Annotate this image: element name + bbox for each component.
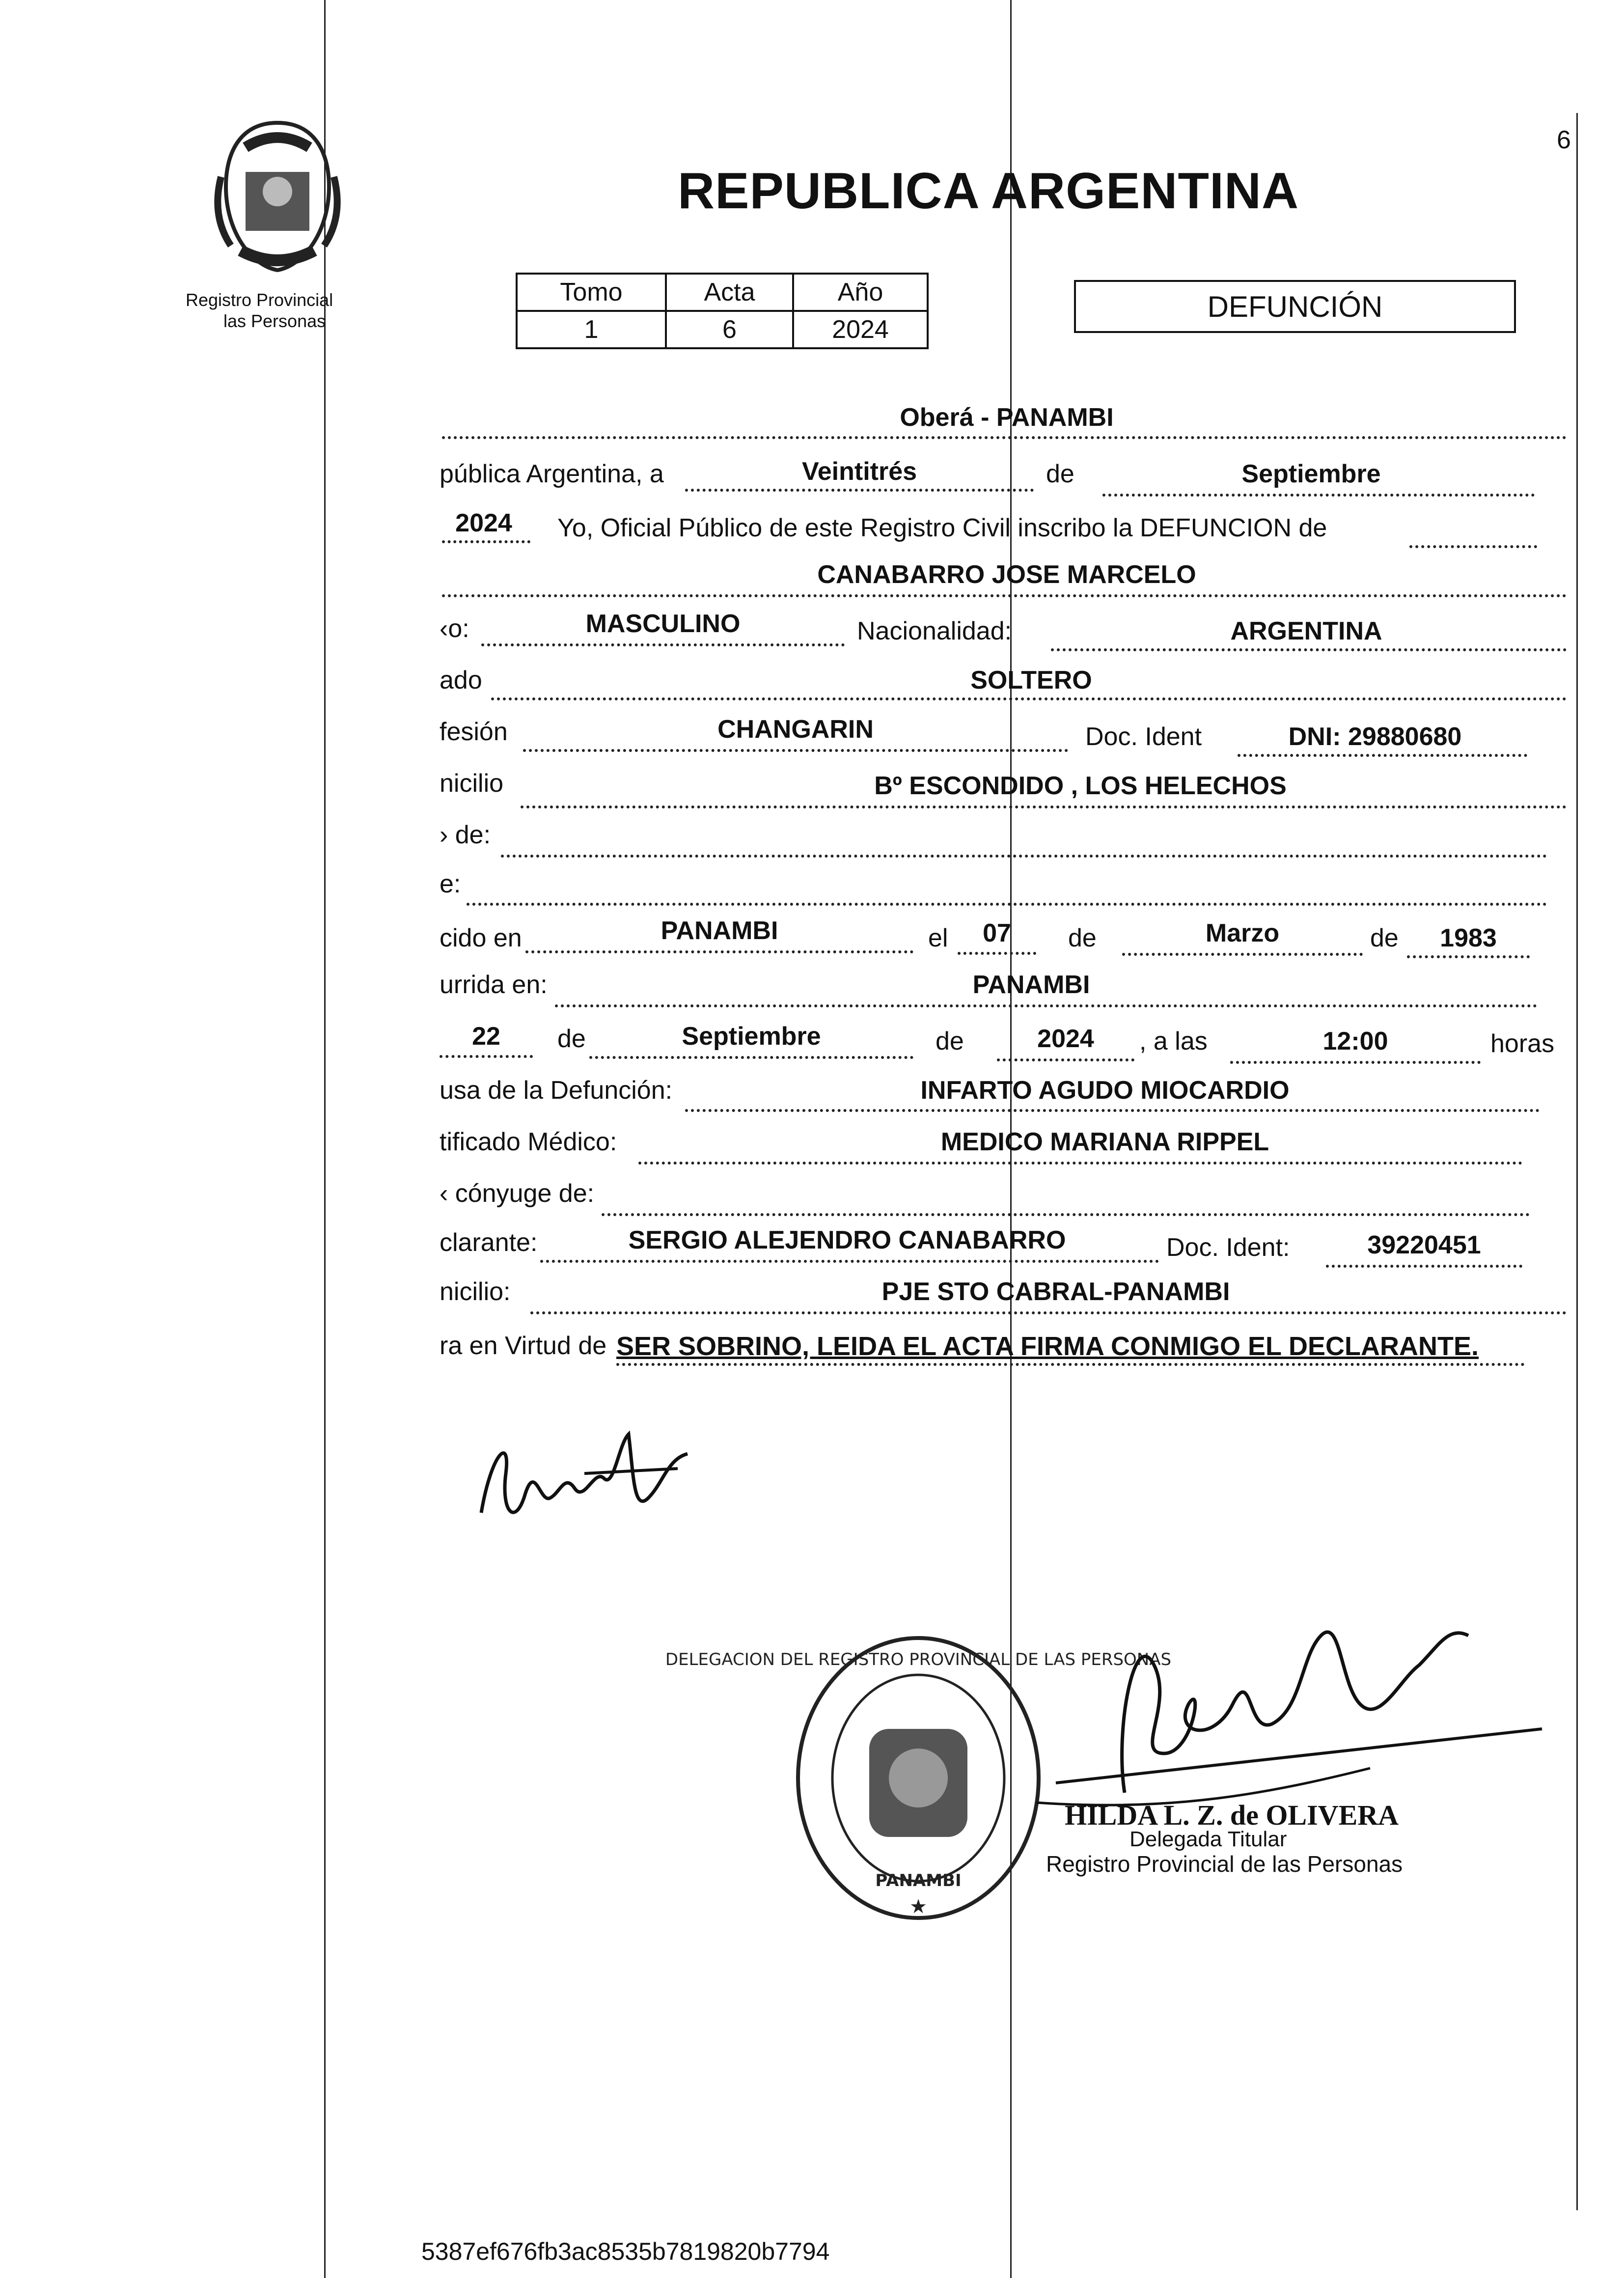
- domicile-underline: [521, 806, 1567, 808]
- intro-text: Yo, Oficial Público de este Registro Civil inscribo la DEFUNCION de: [557, 514, 1327, 542]
- province-emblem-icon: [211, 118, 344, 275]
- certificate-underline: [638, 1162, 1522, 1165]
- domicile-label: nicilio: [440, 769, 504, 798]
- born-el-label: el: [928, 924, 948, 952]
- stamp-ring-text: DELEGACION DEL REGISTRO PROVINCIAL DE LAS PERSONAS: [665, 1650, 1172, 1669]
- born-de1-label: de: [1068, 924, 1097, 952]
- death-alas-label: , a las: [1139, 1027, 1208, 1056]
- death-day-value: 22: [472, 1022, 500, 1051]
- occurred-label: urrida en:: [440, 971, 548, 999]
- death-month-underline: [589, 1056, 913, 1059]
- left-margin-line: [324, 0, 326, 2278]
- table-value-ano: 2024: [793, 311, 928, 348]
- svg-text:★: ★: [909, 1895, 927, 1918]
- domicile-value: Bº ESCONDIDO , LOS HELECHOS: [874, 772, 1287, 800]
- declarant-signature-icon: [471, 1415, 697, 1542]
- table-header-tomo: Tomo: [517, 274, 666, 311]
- domicile2-value: PJE STO CABRAL-PANAMBI: [881, 1278, 1230, 1306]
- profession-underline: [523, 749, 1068, 752]
- stamp-center-text: PANAMBI: [875, 1871, 962, 1890]
- day-words-underline: [685, 489, 1034, 492]
- occurred-value: PANAMBI: [972, 971, 1090, 999]
- domicile2-label: nicilio:: [440, 1278, 511, 1306]
- date-label: pública Argentina, a: [440, 460, 664, 488]
- declarant-doc-label: Doc. Ident:: [1166, 1233, 1290, 1262]
- born-month-underline: [1122, 953, 1363, 956]
- parent1-label: › de:: [440, 821, 491, 849]
- deceased-name-value: CANABARRO JOSE MARCELO: [817, 560, 1196, 589]
- document-hash: 5387ef676fb3ac8535b7819820b7794: [421, 2238, 830, 2265]
- month-value: Septiembre: [1241, 460, 1381, 488]
- intro-end-underline: [1409, 545, 1537, 548]
- born-place-underline: [525, 950, 913, 953]
- date-de-label: de: [1046, 460, 1074, 488]
- officer-signature-icon: [1026, 1606, 1542, 1812]
- death-hour-value: 12:00: [1322, 1027, 1388, 1056]
- virtue-underline: [616, 1363, 1525, 1366]
- place-underline: [442, 436, 1567, 439]
- registry-name-line2: las Personas: [223, 311, 326, 331]
- declarant-doc-underline: [1326, 1265, 1522, 1268]
- virtue-value: SER SOBRINO, LEIDA EL ACTA FIRMA CONMIGO EL DECLARANTE.: [616, 1332, 1479, 1361]
- death-de2-label: de: [936, 1027, 964, 1056]
- table-header-acta: Acta: [666, 274, 793, 311]
- declarant-label: clarante:: [440, 1228, 538, 1257]
- civil-state-value: SOLTERO: [970, 666, 1092, 695]
- born-place-value: PANAMBI: [661, 917, 778, 945]
- officer-office: Registro Provincial de las Personas: [1046, 1851, 1403, 1877]
- death-horas-label: horas: [1490, 1029, 1555, 1058]
- profession-doc-value: DNI: 29880680: [1288, 722, 1462, 751]
- sex-underline: [481, 643, 845, 646]
- nationality-underline: [1051, 648, 1567, 651]
- table-value-acta: 6: [666, 311, 793, 348]
- sex-value: MASCULINO: [585, 610, 741, 638]
- nationality-value: ARGENTINA: [1230, 617, 1382, 645]
- death-year-underline: [997, 1058, 1134, 1061]
- profession-doc-label: Doc. Ident: [1085, 722, 1202, 751]
- country-title: REPUBLICA ARGENTINA: [678, 163, 1299, 220]
- declarant-doc-value: 39220451: [1367, 1231, 1481, 1259]
- born-de2-label: de: [1370, 924, 1399, 952]
- certificate-label: tificado Médico:: [440, 1128, 617, 1156]
- cause-label: usa de la Defunción:: [440, 1076, 673, 1105]
- month-underline: [1102, 494, 1535, 497]
- declarant-value: SERGIO ALEJENDRO CANABARRO: [628, 1226, 1066, 1254]
- spouse-label: ‹ cónyuge de:: [440, 1179, 595, 1208]
- cause-underline: [685, 1109, 1540, 1112]
- parent2-label: e:: [440, 870, 461, 898]
- profession-value: CHANGARIN: [717, 715, 874, 744]
- table-value-tomo: 1: [517, 311, 666, 348]
- death-month-value: Septiembre: [682, 1022, 821, 1051]
- virtue-label: ra en Virtud de: [440, 1332, 607, 1360]
- born-label: cido en: [440, 924, 522, 952]
- occurred-underline: [555, 1004, 1537, 1007]
- intro-year-underline: [442, 540, 530, 543]
- parent2-underline: [467, 903, 1547, 906]
- sex-label: ‹o:: [440, 614, 469, 643]
- death-year-value: 2024: [1037, 1025, 1094, 1053]
- right-margin-line: [1576, 113, 1578, 2210]
- declarant-underline: [540, 1260, 1159, 1263]
- day-words-value: Veintitrés: [801, 457, 917, 486]
- nationality-label: Nacionalidad:: [857, 617, 1012, 645]
- spouse-underline: [602, 1213, 1530, 1216]
- act-type-box: DEFUNCIÓN: [1074, 280, 1516, 333]
- born-year-value: 1983: [1440, 924, 1497, 952]
- table-header-ano: Año: [793, 274, 928, 311]
- registry-name-line1: Registro Provincial: [186, 290, 333, 310]
- record-table: [516, 273, 929, 349]
- death-day-underline: [440, 1055, 533, 1058]
- officer-role: Delegada Titular: [1129, 1827, 1287, 1851]
- cause-value: INFARTO AGUDO MIOCARDIO: [920, 1076, 1290, 1105]
- born-month-value: Marzo: [1205, 919, 1280, 947]
- born-day-underline: [958, 952, 1036, 955]
- intro-year-value: 2024: [455, 509, 512, 537]
- page-number: 6: [1557, 126, 1571, 154]
- officer-name: HILDA L. Z. de OLIVERA: [1065, 1799, 1399, 1831]
- registry-stamp-icon: [665, 1631, 1172, 1925]
- certificate-value: MEDICO MARIANA RIPPEL: [940, 1128, 1269, 1156]
- civil-state-underline: [491, 697, 1567, 700]
- civil-state-label: ado: [440, 666, 482, 695]
- death-de1-label: de: [557, 1025, 586, 1053]
- born-day-value: 07: [983, 919, 1011, 947]
- parent1-underline: [501, 855, 1547, 858]
- deceased-name-underline: [442, 594, 1567, 597]
- profession-doc-underline: [1238, 754, 1527, 757]
- place-value: Oberá - PANAMBI: [900, 403, 1114, 432]
- born-year-underline: [1407, 955, 1530, 958]
- domicile2-underline: [530, 1311, 1567, 1314]
- profession-label: fesión: [440, 718, 508, 746]
- death-hour-underline: [1230, 1061, 1481, 1064]
